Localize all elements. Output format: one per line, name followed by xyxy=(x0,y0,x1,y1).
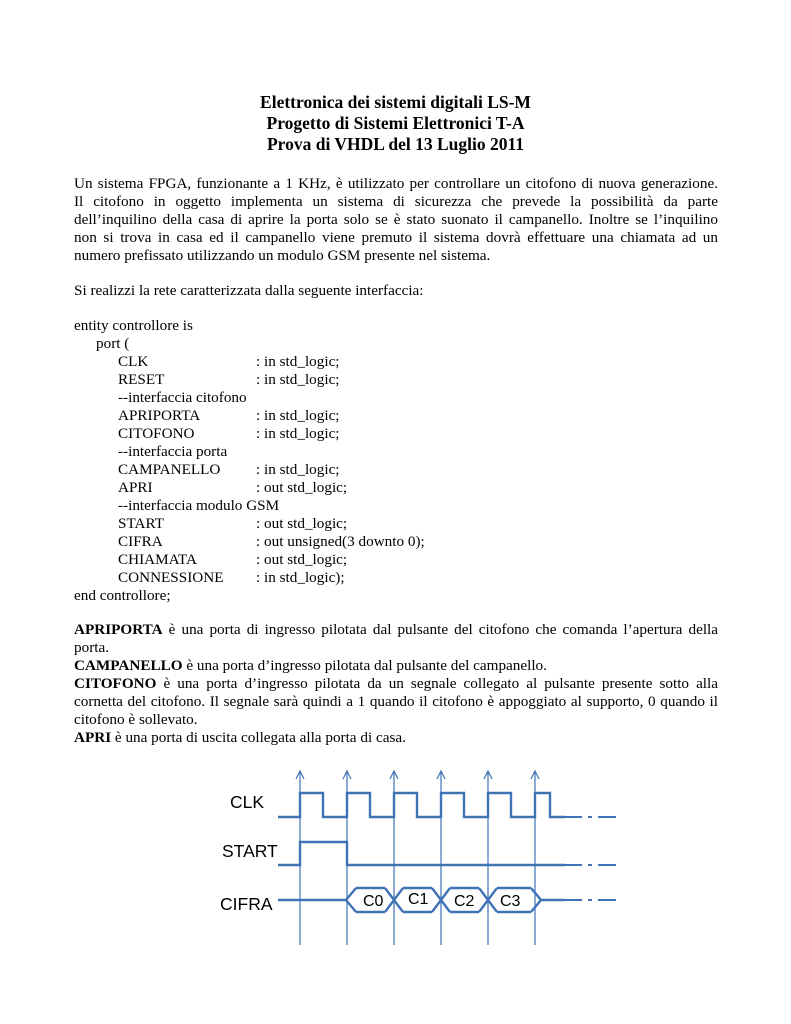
cifra-transition xyxy=(432,888,450,912)
code-comment-row xyxy=(74,389,247,407)
clock-edge-arrowhead xyxy=(390,771,398,779)
apri-term: APRI xyxy=(74,729,112,746)
port-type: : in std_logic; xyxy=(256,371,340,388)
citofono-description-line: CITOFONO è una porta d’ingresso pilotata da un segnale collegato al pulsante presente sotto alla xyxy=(74,675,718,692)
clock-edge-arrowhead xyxy=(484,771,492,779)
interface-intro xyxy=(74,282,718,300)
code-comment: --interfaccia modulo GSM xyxy=(118,497,280,514)
campanello-term: CAMPANELLO xyxy=(74,657,183,674)
port-name: CONNESSIONE xyxy=(118,569,224,586)
port-list xyxy=(74,353,425,587)
code-comment-row xyxy=(74,497,280,515)
port-type: : in std_logic; xyxy=(256,425,340,442)
entity-line: entity controllore is xyxy=(74,317,193,334)
port-name: CHIAMATA xyxy=(118,551,197,568)
code-comment: --interfaccia citofono xyxy=(118,389,247,406)
port-type: : in std_logic); xyxy=(256,569,345,586)
cifra-transition xyxy=(385,888,403,912)
signal-label-start: START xyxy=(222,841,278,861)
port-row xyxy=(74,569,345,587)
digit-label-c0: C0 xyxy=(363,893,384,910)
clock-edge-arrowhead xyxy=(437,771,445,779)
port-descriptions xyxy=(74,621,718,747)
port-type: : out std_logic; xyxy=(256,551,348,568)
intro-line: dell’inquilino della casa di aprire la porta solo se è stato suonato il campanello. Inoltre se l’inquilino xyxy=(74,211,718,228)
clock-edge-arrowhead xyxy=(296,771,304,779)
port-name: START xyxy=(118,515,164,532)
digit-label-c3: C3 xyxy=(500,893,521,910)
port-type: : out std_logic; xyxy=(256,479,348,496)
apriporta-term: APRIPORTA xyxy=(74,621,163,638)
port-row xyxy=(74,407,340,425)
exam-title: Prova di VHDL del 13 Luglio 2011 xyxy=(266,134,525,154)
port-row xyxy=(74,461,340,479)
port-row xyxy=(74,551,348,569)
cifra-digit-segment xyxy=(450,888,479,912)
apri-description-line: APRI è una porta di uscita collegata alla porta di casa. xyxy=(74,729,406,746)
citofono-description-line: citofono è sollevato. xyxy=(74,711,198,728)
document-title-block xyxy=(0,92,791,155)
code-comment: --interfaccia porta xyxy=(118,443,228,460)
clock-edge-arrowhead xyxy=(343,771,351,779)
citofono-description-line: cornetta del citofono. Il segnale sarà quindi a 1 quando il citofono è appoggiato al supporto, 0 quando il xyxy=(74,693,718,710)
port-row xyxy=(74,353,340,371)
port-name: CIFRA xyxy=(118,533,163,550)
citofono-term: CITOFONO xyxy=(74,675,157,692)
port-row xyxy=(74,533,425,551)
port-row xyxy=(74,425,340,443)
port-type: : in std_logic; xyxy=(256,353,340,370)
cifra-digit-segment xyxy=(356,888,385,912)
intro-line: Il citofono in oggetto implementa un sistema di sicurezza che prevede la possibilità da parte xyxy=(74,193,718,210)
port-row xyxy=(74,515,348,533)
campanello-description-line: CAMPANELLO è una porta d’ingresso pilotata dal pulsante del campanello. xyxy=(74,657,547,674)
clk-waveform xyxy=(278,793,565,817)
port-name: APRIPORTA xyxy=(118,407,201,424)
signal-label-cifra: CIFRA xyxy=(220,894,273,914)
port-type: : in std_logic; xyxy=(256,407,340,424)
digit-label-c1: C1 xyxy=(408,891,429,908)
intro-line: numero prefissato utilizzando un modulo GSM presente nel sistema. xyxy=(74,247,491,264)
cifra-digit-segment xyxy=(403,888,432,912)
port-row xyxy=(74,371,340,389)
port-line: port ( xyxy=(96,335,130,352)
code-comment-row xyxy=(74,443,228,461)
clock-edge-arrowhead xyxy=(531,771,539,779)
cifra-bus-open xyxy=(346,888,356,912)
port-row xyxy=(74,479,348,497)
port-name: APRI xyxy=(118,479,153,496)
apriporta-description-line: porta. xyxy=(74,639,110,656)
port-name: CITOFONO xyxy=(118,425,195,442)
project-title: Progetto di Sistemi Elettronici T-A xyxy=(266,113,525,133)
signal-label-clk: CLK xyxy=(230,792,265,812)
port-type: : in std_logic; xyxy=(256,461,340,478)
port-name: CLK xyxy=(118,353,149,370)
vhdl-entity-code xyxy=(74,317,425,605)
intro-line: non si trova in casa ed il campanello viene premuto il sistema dovrà effettuare una chiamata ad un xyxy=(74,229,718,246)
intro-paragraph xyxy=(74,175,718,265)
start-waveform xyxy=(278,842,565,865)
apriporta-description-line: APRIPORTA è una porta di ingresso pilotata dal pulsante del citofono che comanda l’apertura della xyxy=(74,621,718,638)
interface-intro-text: Si realizzi la rete caratterizzata dalla seguente interfaccia: xyxy=(74,282,424,299)
port-name: CAMPANELLO xyxy=(118,461,221,478)
end-line: end controllore; xyxy=(74,587,171,604)
cifra-bus-close xyxy=(531,888,541,912)
course-title: Elettronica dei sistemi digitali LS-M xyxy=(260,92,531,112)
port-name: RESET xyxy=(118,371,165,388)
cifra-digit-segment xyxy=(497,888,531,912)
cifra-transition xyxy=(479,888,497,912)
digit-label-c2: C2 xyxy=(454,893,475,910)
port-type: : out std_logic; xyxy=(256,515,348,532)
port-type: : out unsigned(3 downto 0); xyxy=(256,533,425,550)
intro-line: Un sistema FPGA, funzionante a 1 KHz, è utilizzato per controllare un citofono di nuova generazione. xyxy=(74,175,718,192)
